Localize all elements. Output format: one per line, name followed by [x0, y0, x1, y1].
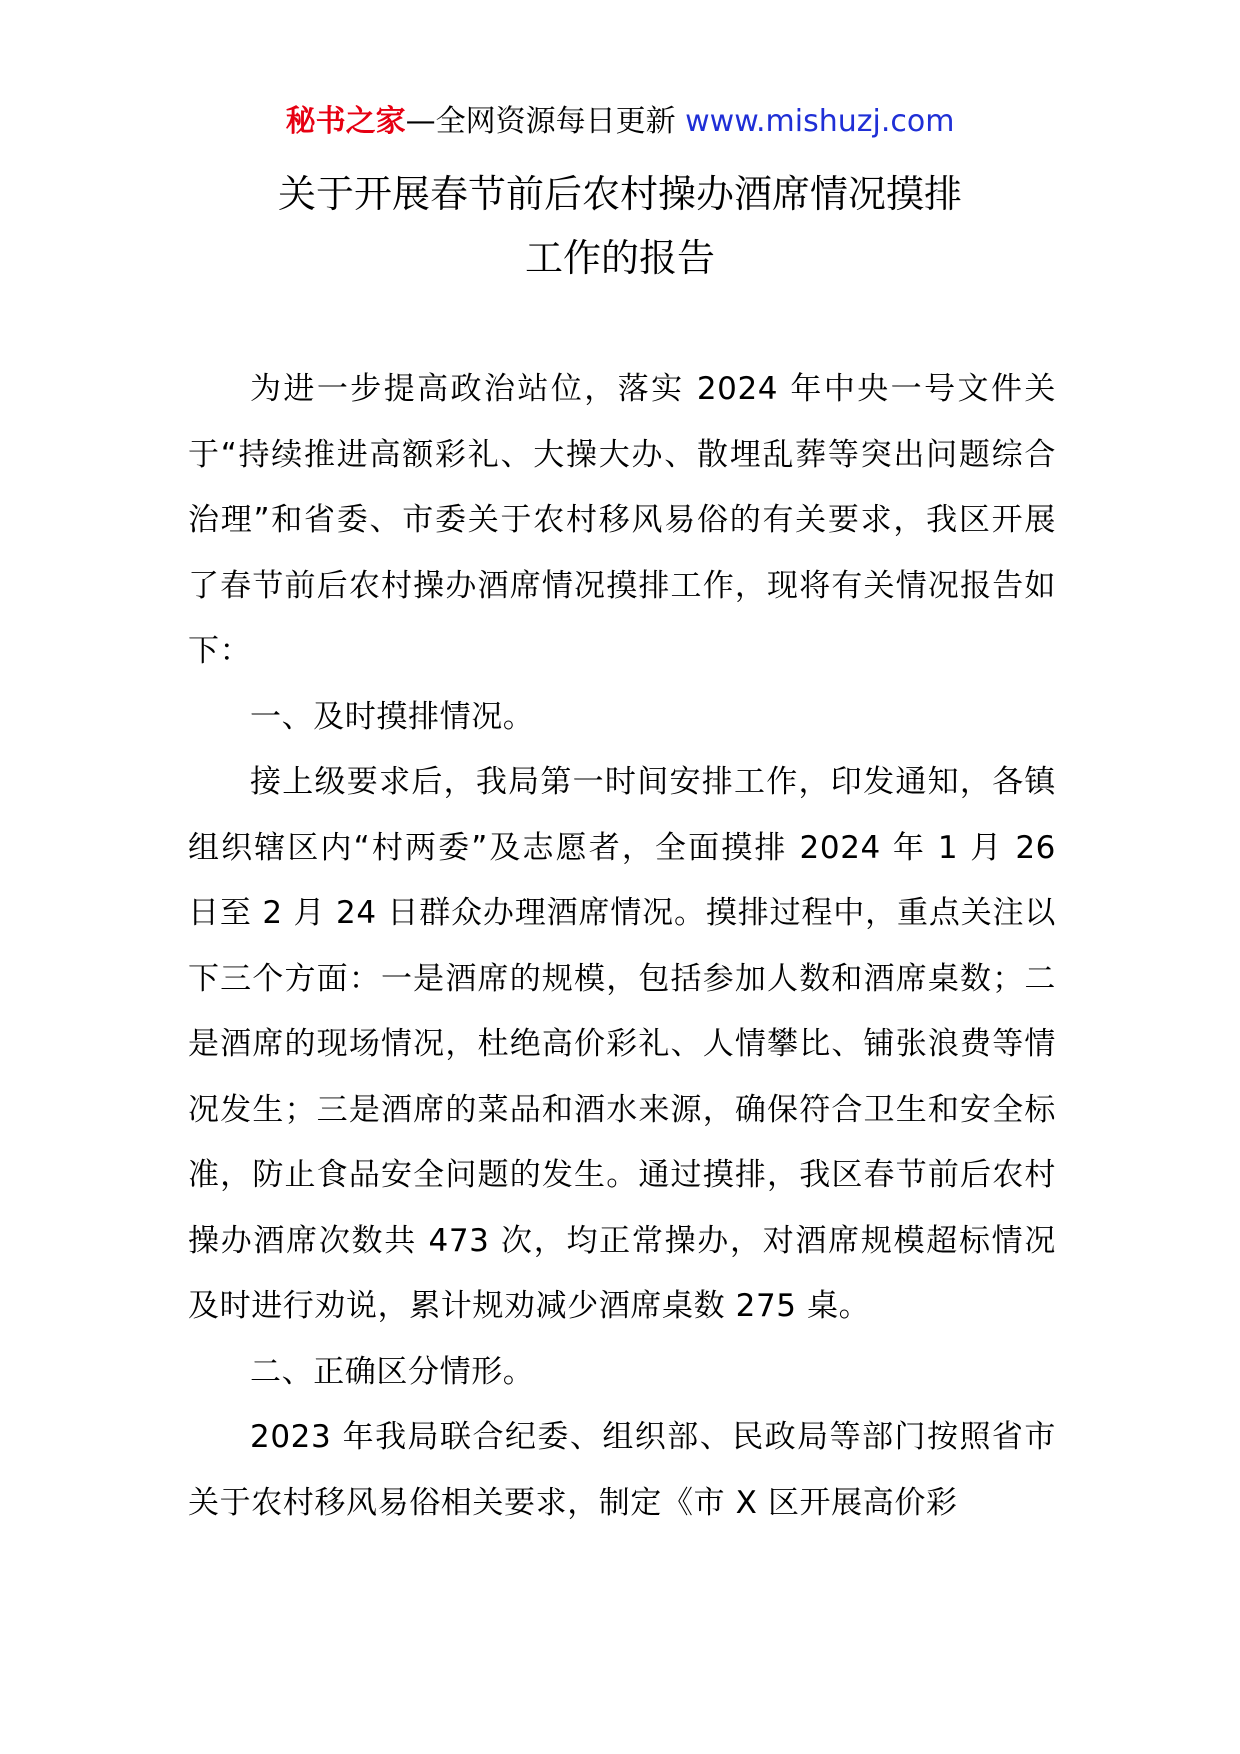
- banner-slogan: —全网资源每日更新: [405, 104, 676, 139]
- brand-name: 秘书之家: [285, 104, 406, 139]
- title-line-1: 关于开展春节前后农村操办酒席情况摸排: [277, 172, 962, 216]
- section-heading-2: 二、正确区分情形。: [250, 1353, 535, 1390]
- document-body: [188, 357, 1056, 1536]
- document-title: [0, 162, 1240, 290]
- section-1-paragraph: 接上级要求后，我局第一时间安排工作，印发通知，各镇组织辖区内“村两委”及志愿者，全面摸排 2024 年 1 月 26 日至 2 月 24 日群众办理酒席情况。摸排过程中，重点关注以下三个方面：一是酒席的规模，包括参加人数和酒席桌数；二是酒席的现场情况，杜绝高价彩礼、人情攀比、铺张浪费等情况发生；三是酒席的菜品和酒水来源，确保符合卫生和安全标准，防止食品安全问题的发生。通过摸排，我区春节前后农村操办酒席次数共 473 次，均正常操办，对酒席规模超标情况及时进行劝说，累计规劝减少酒席桌数 275 桌。: [188, 764, 1056, 1324]
- section-2-paragraph: 2023 年我局联合纪委、组织部、民政局等部门按照省市关于农村移风易俗相关要求，制定《市 X 区开展高价彩: [188, 1419, 1056, 1521]
- site-url: www.mishuzj.com: [685, 104, 955, 139]
- site-banner: [0, 100, 1240, 144]
- section-heading-1: 一、及时摸排情况。: [250, 698, 535, 735]
- intro-paragraph: 为进一步提高政治站位，落实 2024 年中央一号文件关于“持续推进高额彩礼、大操大办、散埋乱葬等突出问题综合治理”和省委、市委关于农村移风易俗的有关要求，我区开展了春节前后农村操办酒席情况摸排工作，现将有关情况报告如下：: [188, 371, 1056, 669]
- title-line-2: 工作的报告: [524, 236, 715, 280]
